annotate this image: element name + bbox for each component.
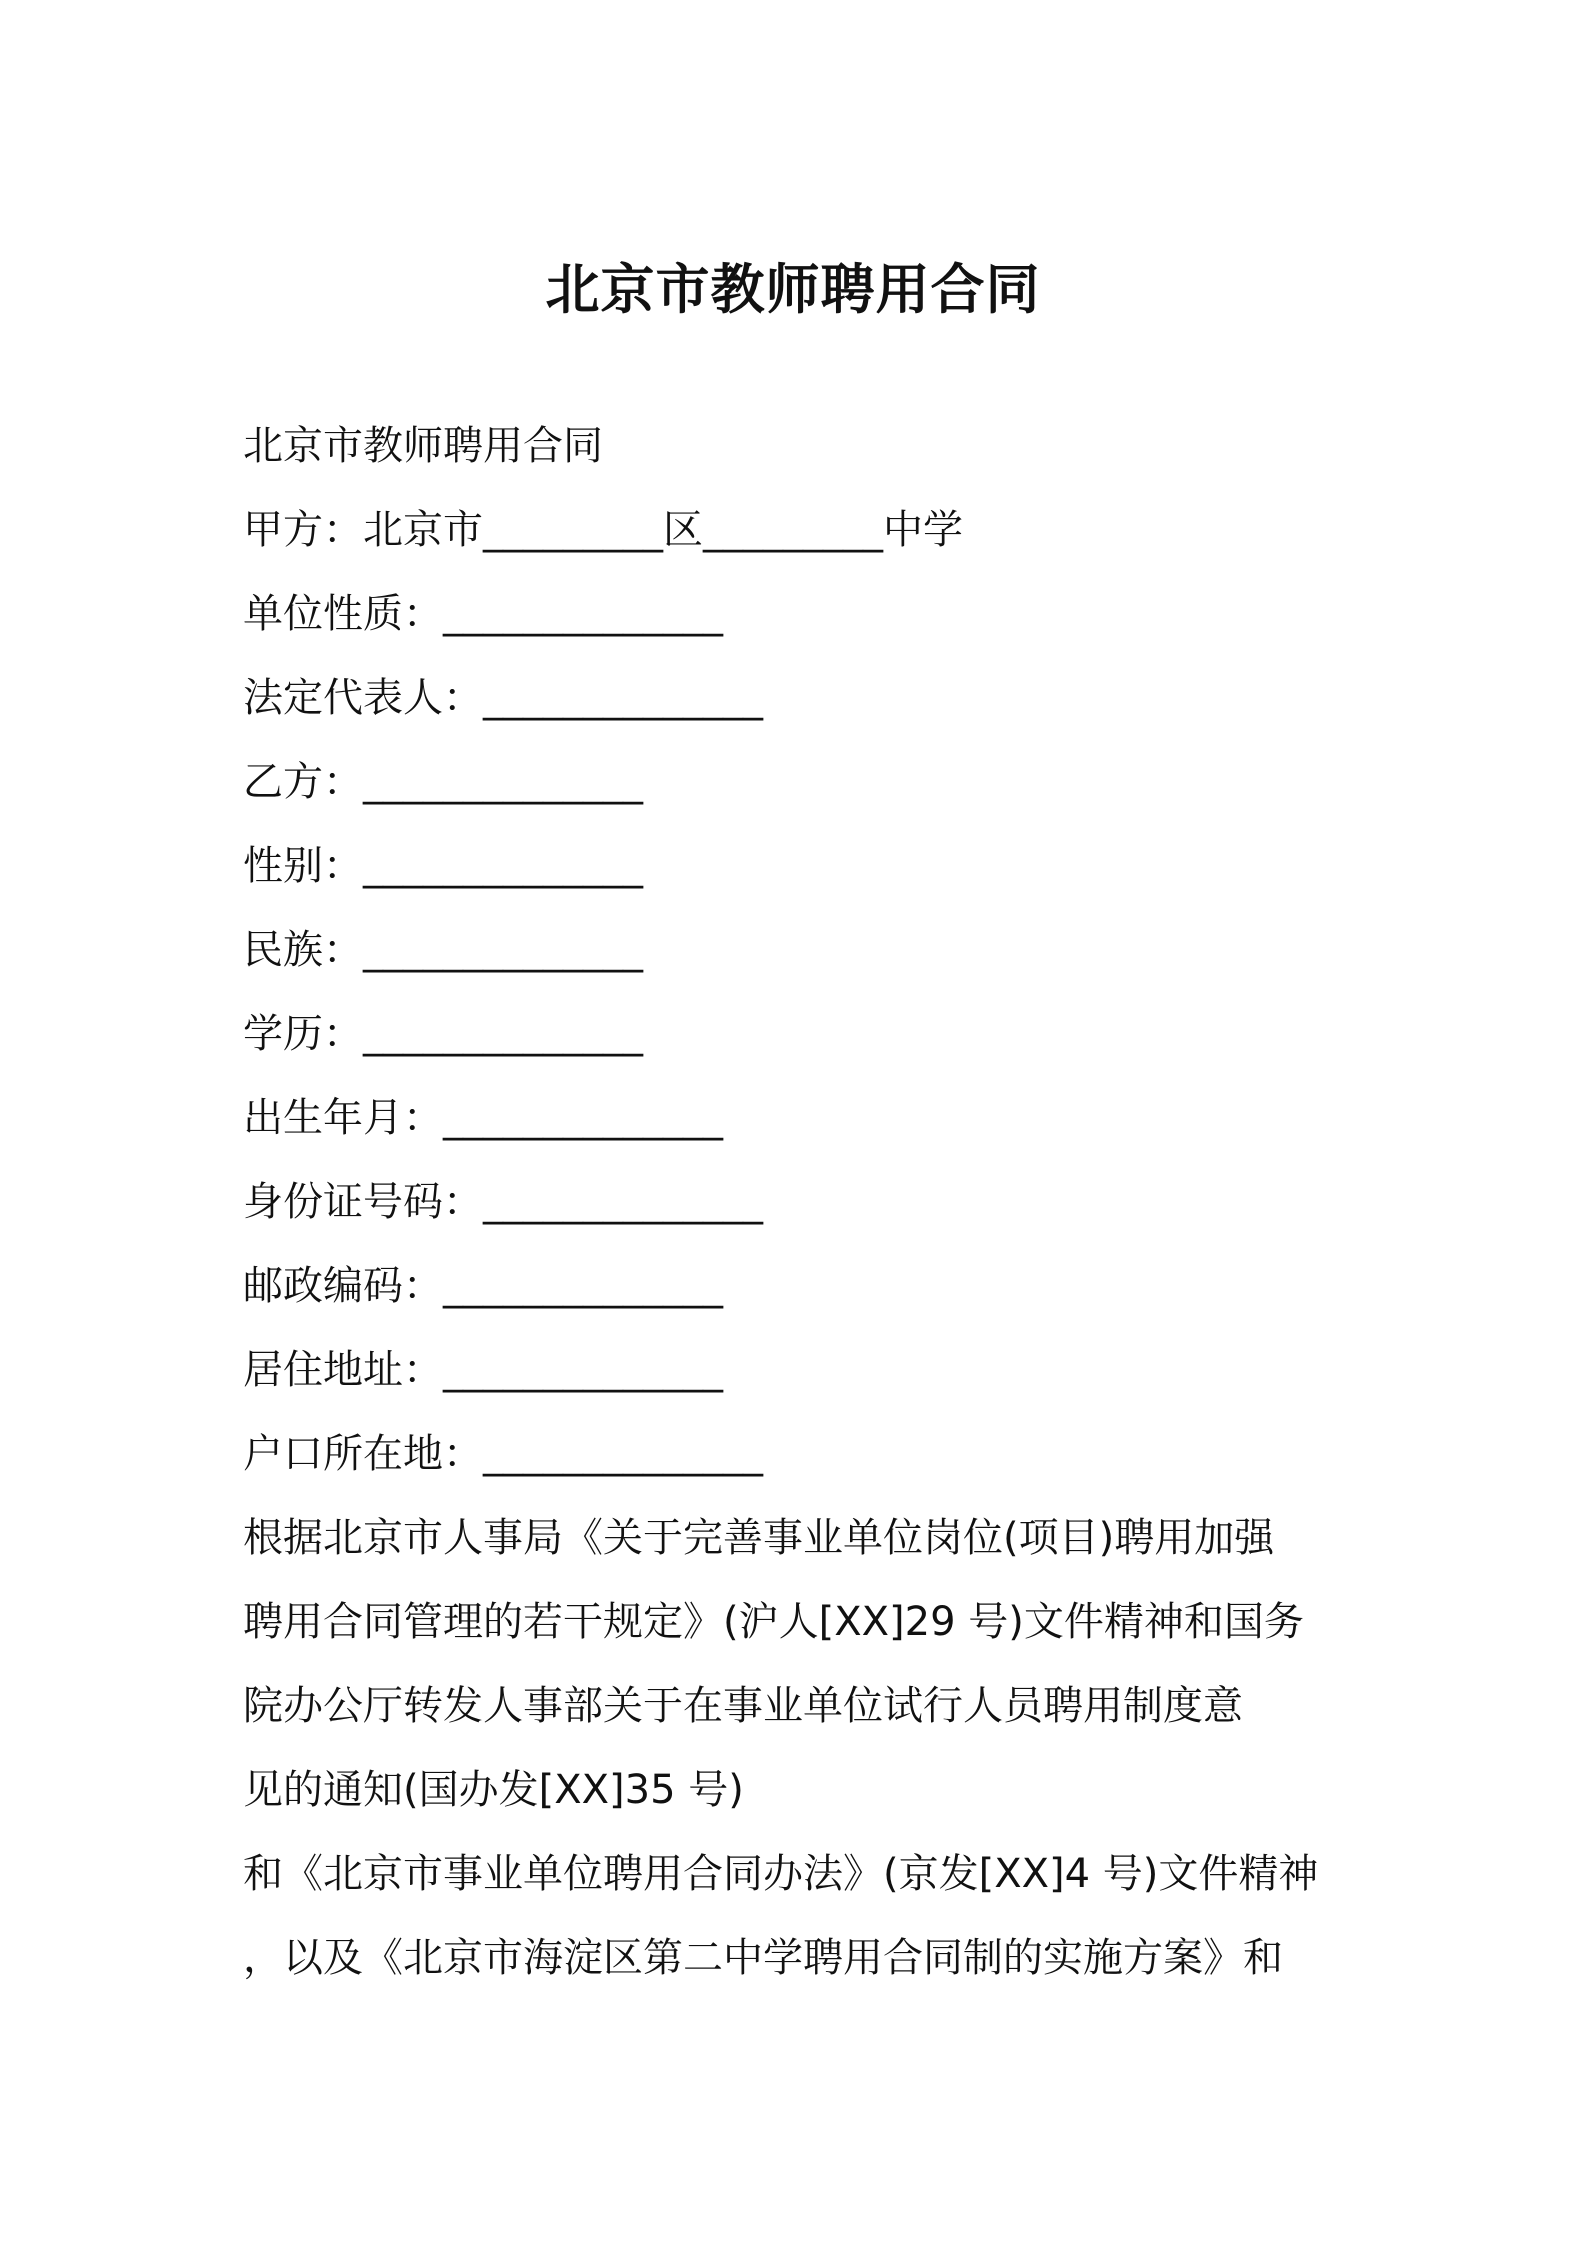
field-party-a: 甲方：北京市_________区_________中学	[243, 507, 963, 553]
paragraph-line: ，以及《北京市海淀区第二中学聘用合同制的实施方案》和	[243, 1935, 1283, 1981]
field-ethnicity: 民族：______________	[243, 927, 643, 973]
paragraph-line: 见的通知(国办发[XX]35 号)	[243, 1767, 744, 1813]
field-residential-address: 居住地址：______________	[243, 1347, 723, 1393]
paragraph-line: 根据北京市人事局《关于完善事业单位岗位(项目)聘用加强	[243, 1515, 1275, 1561]
paragraph-line: 院办公厅转发人事部关于在事业单位试行人员聘用制度意	[243, 1683, 1243, 1729]
field-birth-date: 出生年月：______________	[243, 1095, 723, 1141]
field-unit-nature: 单位性质：______________	[243, 591, 723, 637]
field-id-number: 身份证号码：______________	[243, 1179, 763, 1225]
paragraph-line: 和《北京市事业单位聘用合同办法》(京发[XX]4 号)文件精神	[243, 1851, 1319, 1897]
paragraph-line: 聘用合同管理的若干规定》(沪人[XX]29 号)文件精神和国务	[243, 1599, 1304, 1645]
field-gender: 性别：______________	[243, 843, 643, 889]
field-household-registration: 户口所在地：______________	[243, 1431, 763, 1477]
field-legal-representative: 法定代表人：______________	[243, 675, 763, 721]
document-subtitle: 北京市教师聘用合同	[243, 423, 603, 469]
document-body	[243, 404, 1353, 2000]
contract-preamble-paragraph	[243, 1496, 1353, 2000]
field-postal-code: 邮政编码：______________	[243, 1263, 723, 1309]
field-education: 学历：______________	[243, 1011, 643, 1057]
field-party-b: 乙方：______________	[243, 759, 643, 805]
document-title: 北京市教师聘用合同	[545, 258, 1041, 321]
